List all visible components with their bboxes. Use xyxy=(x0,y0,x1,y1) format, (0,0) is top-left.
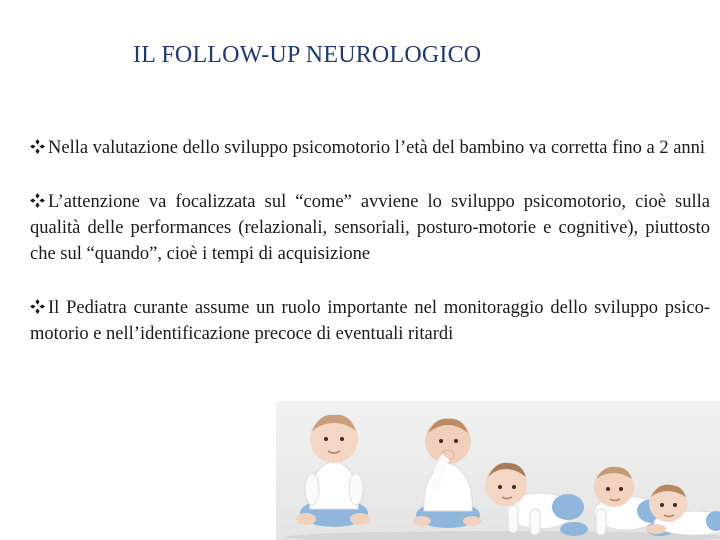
bullet-text: Nella valutazione dello sviluppo psicomotorio l’età del bambino va corretta fino a 2 anni xyxy=(48,138,706,158)
diamond-bullet-icon xyxy=(30,299,45,314)
babies-development-photo xyxy=(276,401,720,540)
bullet-text: L’attenzione va focalizzata sul “come” avviene lo sviluppo psicomotorio, cioè sulla qualità delle performances (relazionali, sensoriali, posturo-motorie e cognitive), piuttosto che sul “quando”, cioè i tempi di acquisizione xyxy=(30,192,710,264)
bullet-list xyxy=(30,135,710,375)
diamond-bullet-icon xyxy=(30,139,45,154)
bullet-text: Il Pediatra curante assume un ruolo importante nel monitoraggio dello sviluppo psico-motorio e nell’identificazione precoce di eventuali ritardi xyxy=(30,298,710,344)
bullet-item xyxy=(30,189,710,267)
bullet-item xyxy=(30,295,710,347)
diamond-bullet-icon xyxy=(30,193,45,208)
bullet-item xyxy=(30,135,710,161)
slide-title: IL FOLLOW-UP NEUROLOGICO xyxy=(133,42,482,68)
